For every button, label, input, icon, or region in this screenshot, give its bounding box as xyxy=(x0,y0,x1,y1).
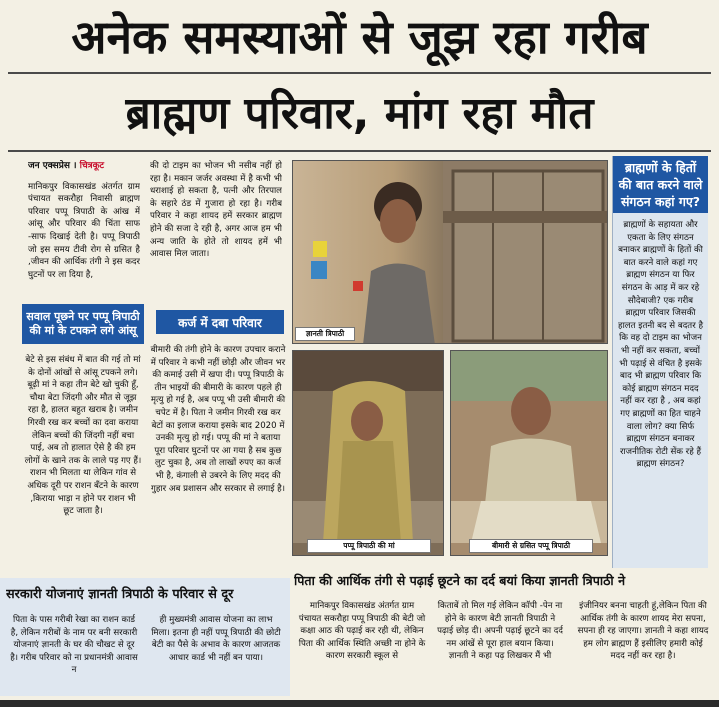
caption-mother: पप्पू त्रिपाठी की मां xyxy=(307,539,431,553)
education-dropout-col-2: किताबें तो मिल गई लेकिन कॉपी -पेन ना होने के कारण बेटी ज्ञानती त्रिपाठी ने पढ़ाई छोड़ दी। अपनी पढ़ाई छूटने का दर्द नम आंखें से पूरा हाल बयान किया। ज्ञानती ने कहा पढ़ लिखकर मैं भी xyxy=(437,601,563,662)
headline-divider xyxy=(8,72,711,74)
caption-gyanti: ज्ञानती त्रिपाठी xyxy=(295,327,355,341)
education-dropout-col-3: इंजीनियर बनना चाहती हूं,लेकिन पिता की आर्थिक तंगी के कारण शायद मेरा सपना, सपना ही रह जाएगा। ज्ञानती ने कहा शायद हम लोग ब्राह्मण हैं इसीलिए हमारी कोई मदद नहीं कर रहा है। xyxy=(577,601,709,662)
page-bottom-border xyxy=(0,700,719,707)
govt-schemes-box xyxy=(0,578,290,696)
headline-line-1: अनेक समस्याओं से जूझ रहा गरीब xyxy=(71,10,648,64)
article-intro-column xyxy=(28,160,140,300)
photo-pappu xyxy=(450,350,608,556)
byline: जन एक्सप्रेस । चित्रकूट xyxy=(28,161,105,171)
govt-schemes-col-1: पिता के पास गरीबी रेखा का राशन कार्ड है, लेकिन गरीबों के नाम पर बनी सरकारी योजनाएं ज्ञानती के घर की चौखट से दूर है। गरीब परिवार को ना प्रधानमंत्री आवास न xyxy=(10,615,138,676)
headline-bottom-divider xyxy=(8,150,711,152)
sidebar-brahmin-organisations xyxy=(612,156,708,568)
education-dropout-title: पिता की आर्थिक तंगी से पढ़ाई छूटने का दर्द बयां किया ज्ञानती त्रिपाठी ने xyxy=(294,573,626,588)
continued-paragraph: की दो टाइम का भोजन भी नसीब नहीं हो रहा है। मकान जर्जर अवस्था में है कभी भी धराशाई हो सकता है, पत्नी और तिरपाल के सहारे ठंड में गुजारा हो रहा है। गरीब परिवार ने कहा शायद हमें सरकार ब्राह्मण होने की सजा दे रही है, अगर आज हम भी अन्य जाति के होते तो शायद हमें भी आवास मिल जाता। xyxy=(150,161,282,260)
photo-mother xyxy=(292,350,444,556)
photo-girl-at-door xyxy=(292,160,608,344)
pappu-illustration xyxy=(451,351,608,543)
caption-pappu: बीमारी से ग्रसित पप्पू त्रिपाठी xyxy=(469,539,593,553)
debt-section-paragraph: बीमारी की तंगी होने के कारण उपचार कराने में परिवार ने कभी नहीं छोड़ी और जीवन भर की कमाई उसी में खपा दी। पप्पू त्रिपाठी के तीन भाइयों की बीमारी के कारण पहले ही मृत्यु हो गई है, अब पप्पू भी उसी बीमारी की चपेट में है। पिता ने जमीन गिरवी रख कर बेटों का इलाज कराया इसके बाद 2020 में उनकी मृत्यु हो गई। पप्पू की मां ने बताया पूरा परिवार घुटनों पर आ गया है सब कुछ लुट चुका है, अब तो लाखों रुपए का कर्ज भी है, कंगाली से उबरने के लिए मदद की गुहार अब प्रशासन और सरकार से लगाई है। xyxy=(150,345,286,494)
education-dropout-box xyxy=(294,568,714,696)
headline-line-2: ब्राह्मण परिवार, मांग रहा मौत xyxy=(125,88,594,139)
mother-section-column xyxy=(24,354,142,576)
sidebar-body: ब्राह्मणों के सहायता और एकता के लिए संगठन बनाकर ब्राह्मणों के हितों की बात करने वाले कहां गए ब्राह्मण संगठन या फिर संगठन के आड़ में कर रहे सौदेबाजी? एक गरीब ब्राह्मण परिवार जिसकी हालत इतनी बद से बदतर है कि वह दो टाइम का भोजन भी नहीं कर सकता, बच्चों भी पढ़ाई से वंचित है इसके बाद भी ब्राह्मण परिवार कि कोई ब्राह्मण संगठन मदद नहीं कर रहा है , अब कहां गए ब्राह्मणों का हित चाहने वाला लोग? क्या सिर्फ ब्राह्मण संगठन बनाकर राजनीतिक रोटी सेंक रहे हैं ब्राह्मण संगठन? xyxy=(618,220,704,470)
subhead-family-debt: कर्ज में दबा परिवार xyxy=(156,310,284,334)
byline-city: चित्रकूट xyxy=(79,161,105,171)
debt-section-column xyxy=(150,344,286,576)
education-dropout-col-1: मानिकपुर विकासखंड अंतर्गत ग्राम पंचायत सकरौहा पप्पू त्रिपाठी की बेटी जो कक्षा आठ की पढ़ाई कर रही थी, लेकिन पिता की आर्थिक स्थिति अच्छी ना होने के कारण सरकारी स्कूल से xyxy=(298,601,426,662)
intro-paragraph: मानिकपुर विकासखंड अंतर्गत ग्राम पंचायत सकरौहा निवासी ब्राह्मण परिवार पप्पू त्रिपाठी के आंख में आंसू और परिवार की चिंता साफ -साफ दिखाई देती है। पप्पू त्रिपाठी जो इस समय टीवी रोग से ग्रसित है ,जीवन की आर्थिक तंगी ने इस कदर घुटनों पर ला दिया है, xyxy=(28,181,140,280)
govt-schemes-title: सरकारी योजनाएं ज्ञानती त्रिपाठी के परिवार से दूर xyxy=(6,587,234,602)
article-continued-column xyxy=(150,160,282,300)
govt-schemes-col-2: ही मुख्यमंत्री आवास योजना का लाभ मिला। इतना ही नहीं पप्पू त्रिपाठी की छोटी बेटी का पैसे के अभाव के कारण आजतक आधार कार्ड भी नहीं बन पाया। xyxy=(151,615,281,663)
subhead-mother-tears: सवाल पूछने पर पप्पू त्रिपाठी की मां के टपकने लगे आंसू xyxy=(22,304,144,344)
sidebar-title: ब्राह्मणों के हितों की बात करने वाले संगठन कहां गए? xyxy=(613,156,708,213)
byline-paper: जन एक्सप्रेस xyxy=(28,161,70,171)
mother-section-paragraph: बेटे से इस संबंध में बात की गई तो मां के दोनों आंखों से आंसू टपकने लगे। बूढ़ी मां ने कहा तीन बेटे खो चुकी हूँ, चौथा बेटा जिंदगी और मौत से जूझ रहा है, हालत बहुत खराब है। जमीन गिरवी रख कर बच्चों का दवा कराया लेकिन बच्चों की जिंदगी नहीं बचा पाई, अब तो हालात ऐसे है की हम लोगों के खाने तक के लाले पड़ गए हैं। राशन भी मिलता था लेकिन गांव से अधिक दूरी पर राशन बँटने के कारण ,किराया भाड़ा न होने पर राशन भी छूट जाता है। xyxy=(24,355,142,517)
mother-illustration xyxy=(293,351,444,543)
girl-door-illustration xyxy=(293,161,608,344)
